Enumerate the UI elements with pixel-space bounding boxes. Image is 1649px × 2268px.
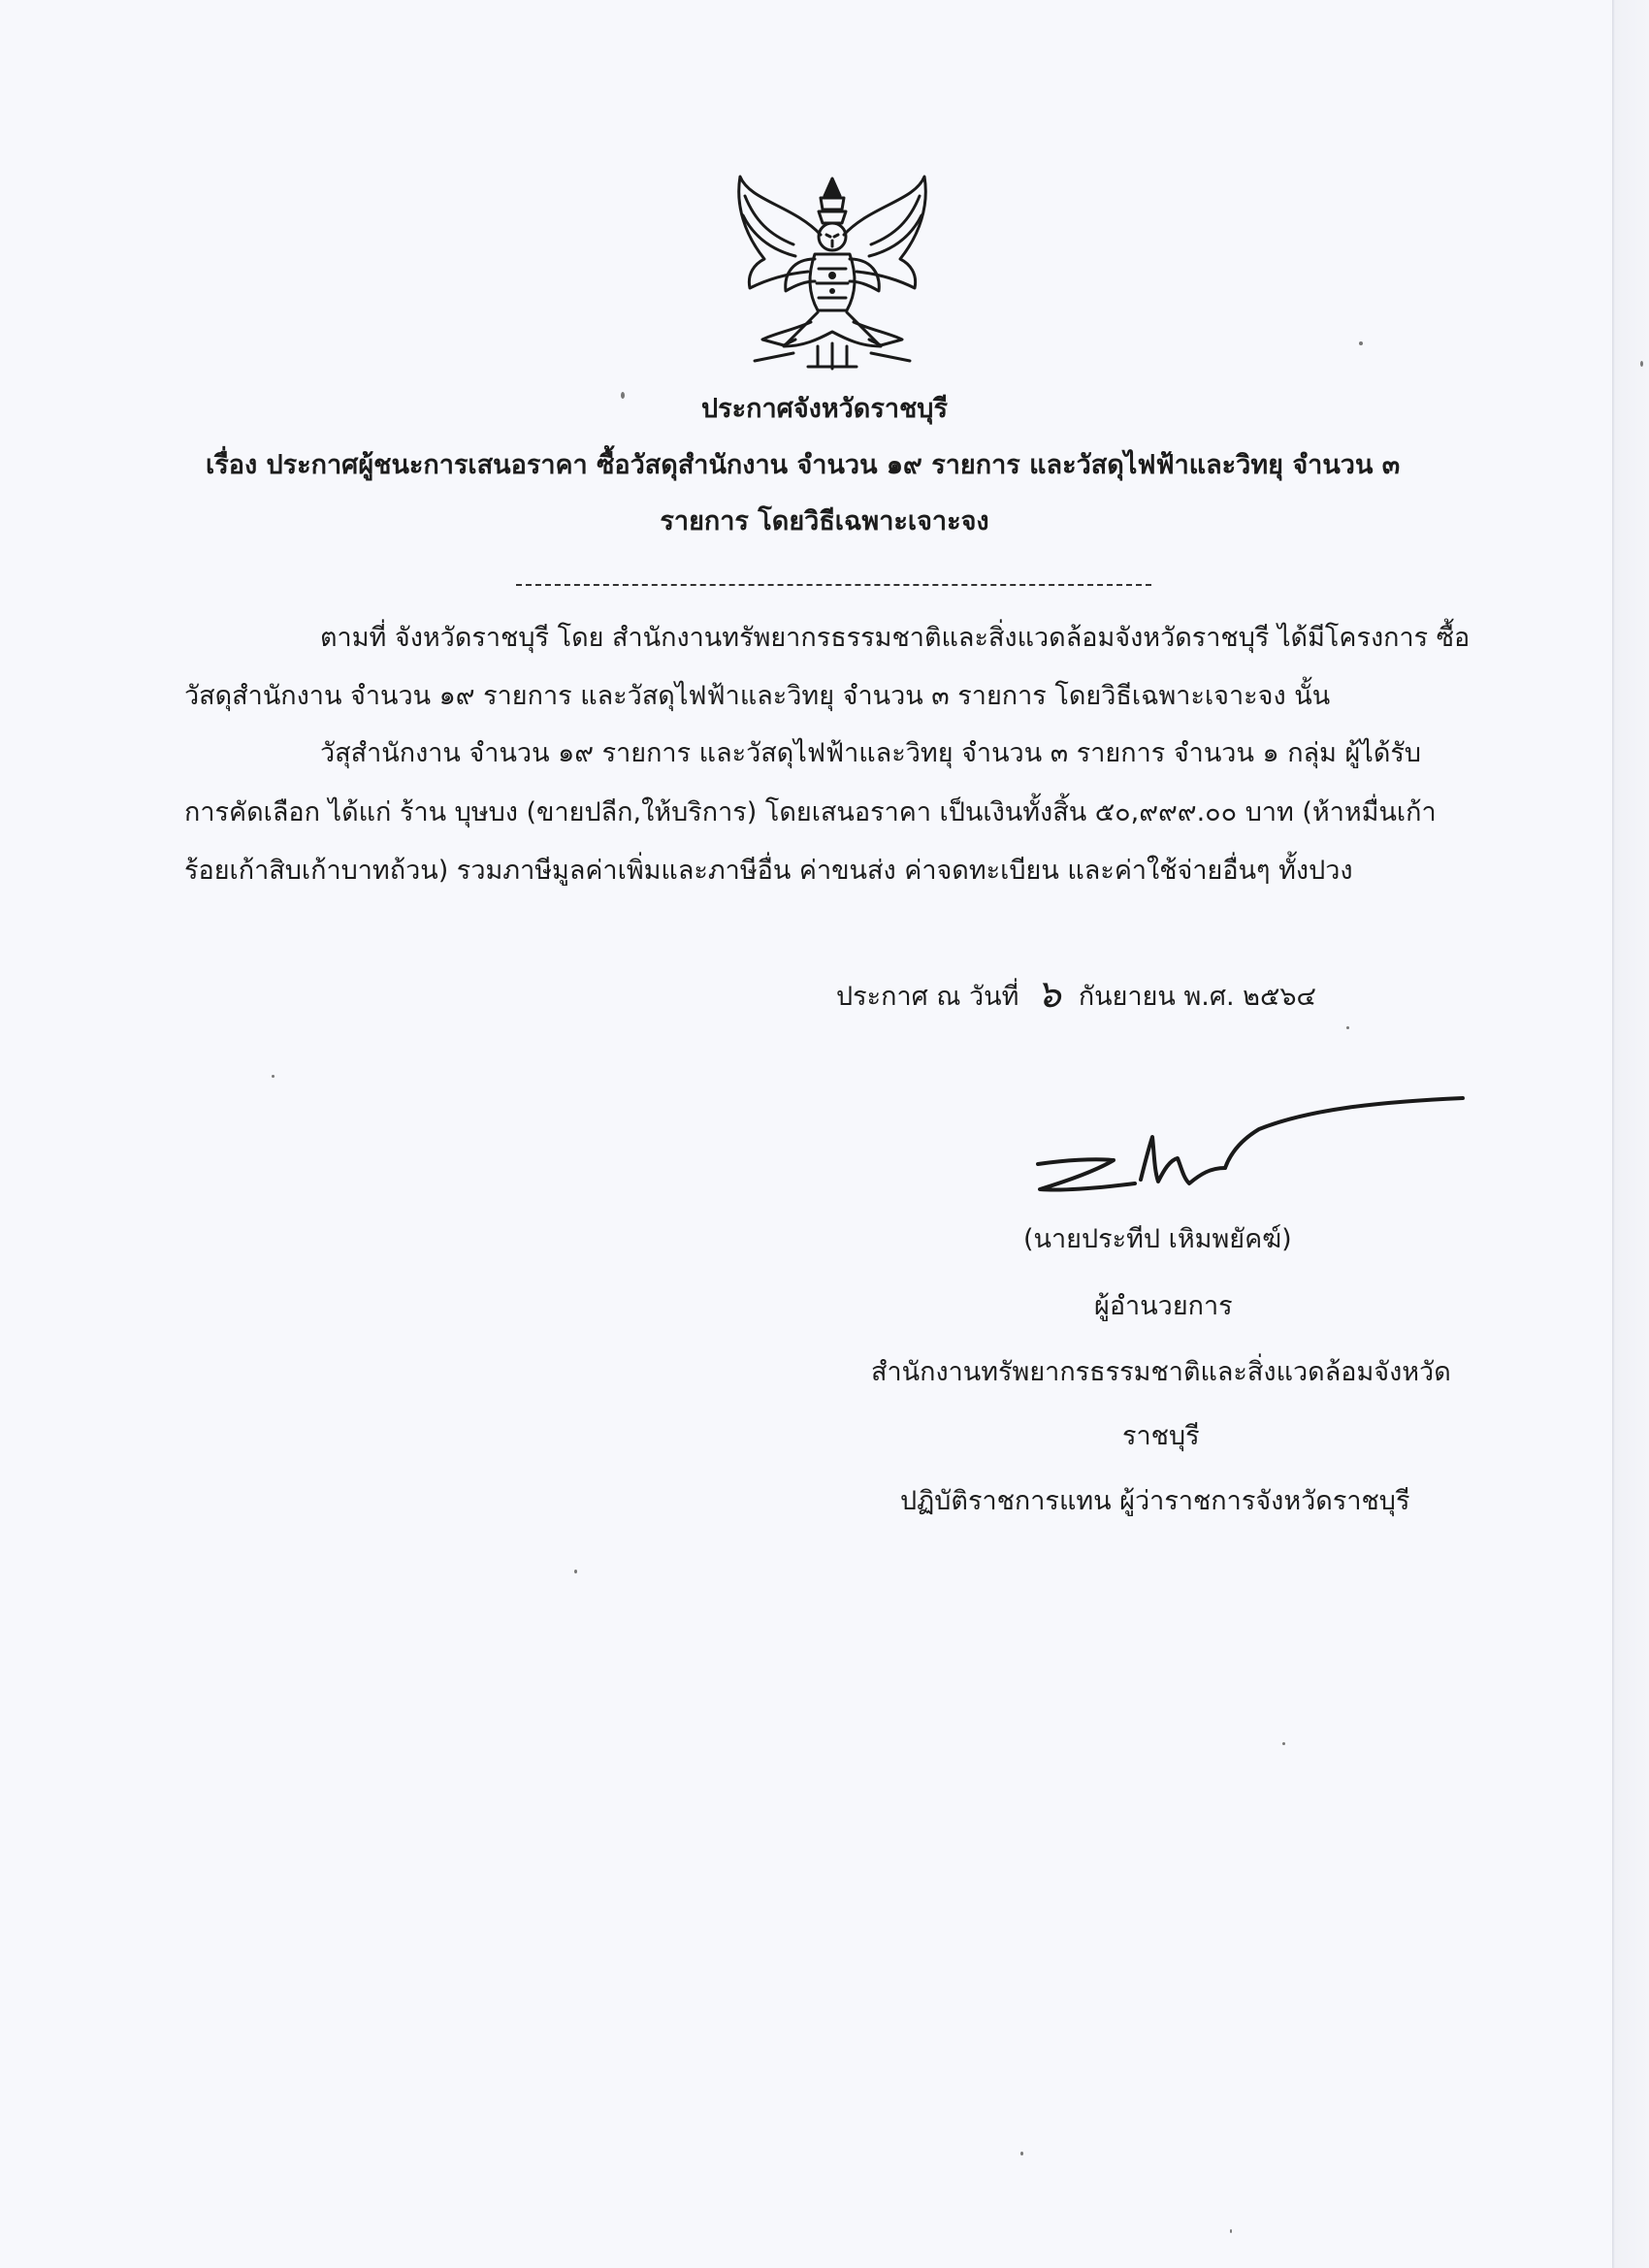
paragraph-2-line-1: วัสุสำนักงาน จำนวน ๑๙ รายการ และวัสดุไฟฟ้าและวิทยุ จำนวน ๓ รายการ จำนวน ๑ กลุ่ม ผู้ได้รับ — [320, 738, 1422, 768]
date-month-year: กันยายน พ.ศ. ๒๕๖๔ — [1078, 982, 1316, 1012]
scan-speck — [621, 392, 625, 399]
divider-rule — [516, 584, 1151, 586]
signatory-office-line-1: สำนักงานทรัพยากรธรรมชาติและสิ่งแวดล้อมจังหวัด — [871, 1357, 1451, 1387]
signatory-title: ผู้อำนวยการ — [1094, 1291, 1233, 1321]
scan-speck — [272, 1075, 275, 1078]
scan-speck — [1359, 341, 1363, 345]
scan-edge-shadow — [1612, 0, 1649, 2268]
announcement-date — [836, 973, 1316, 1017]
subject-line-2: รายการ โดยวิธีเฉพาะเจาะจง — [660, 506, 989, 536]
subject-line-1: เรื่อง ประกาศผู้ชนะการเสนอราคา ซื้อวัสดุสำนักงาน จำนวน ๑๙ รายการ และวัสดุไฟฟ้าและวิทยุ จำนวน ๓ — [206, 450, 1401, 480]
handwritten-signature — [1026, 1086, 1472, 1203]
signatory-office-line-2: ราชบุรี — [1122, 1421, 1200, 1451]
scan-speck — [1346, 1026, 1349, 1029]
garuda-emblem — [726, 167, 939, 380]
signatory-acting-for: ปฏิบัติราชการแทน ผู้ว่าราชการจังหวัดราชบุรี — [900, 1486, 1410, 1516]
paragraph-1-line-1: ตามที่ จังหวัดราชบุรี โดย สำนักงานทรัพยากรธรรมชาติและสิ่งแวดล้อมจังหวัดราชบุรี ได้มีโครงการ ซื้อ — [320, 623, 1471, 653]
scan-speck — [1020, 2152, 1023, 2155]
paragraph-2-line-3: ร้อยเก้าสิบเก้าบาทถ้วน) รวมภาษีมูลค่าเพิ่มและภาษีอื่น ค่าขนส่ง ค่าจดทะเบียน และค่าใช้จ่ายอื่นๆ ทั้งปวง — [184, 856, 1353, 886]
date-prefix: ประกาศ ณ วันที่ — [836, 982, 1019, 1012]
scan-speck — [1230, 2229, 1232, 2233]
scan-speck — [574, 1570, 577, 1573]
signatory-name: (นายประทีป เหิมพยัคฆ์) — [1023, 1224, 1292, 1254]
paragraph-1-line-2: วัสดุสำนักงาน จำนวน ๑๙ รายการ และวัสดุไฟฟ้าและวิทยุ จำนวน ๓ รายการ โดยวิธีเฉพาะเจาะจง นั้น — [184, 681, 1331, 711]
scan-speck — [1282, 1742, 1285, 1745]
document-heading: ประกาศจังหวัดราชบุรี — [701, 394, 948, 424]
scan-speck — [1640, 361, 1643, 367]
paragraph-2-line-2: การคัดเลือก ได้แก่ ร้าน บุษบง (ขายปลีก,ให้บริการ) โดยเสนอราคา เป็นเงินทั้งสิ้น ๕๐,๙๙๙.๐๐ บาท (ห้าหมื่นเก้า — [184, 797, 1437, 827]
date-day: ๖ — [1036, 972, 1061, 1017]
